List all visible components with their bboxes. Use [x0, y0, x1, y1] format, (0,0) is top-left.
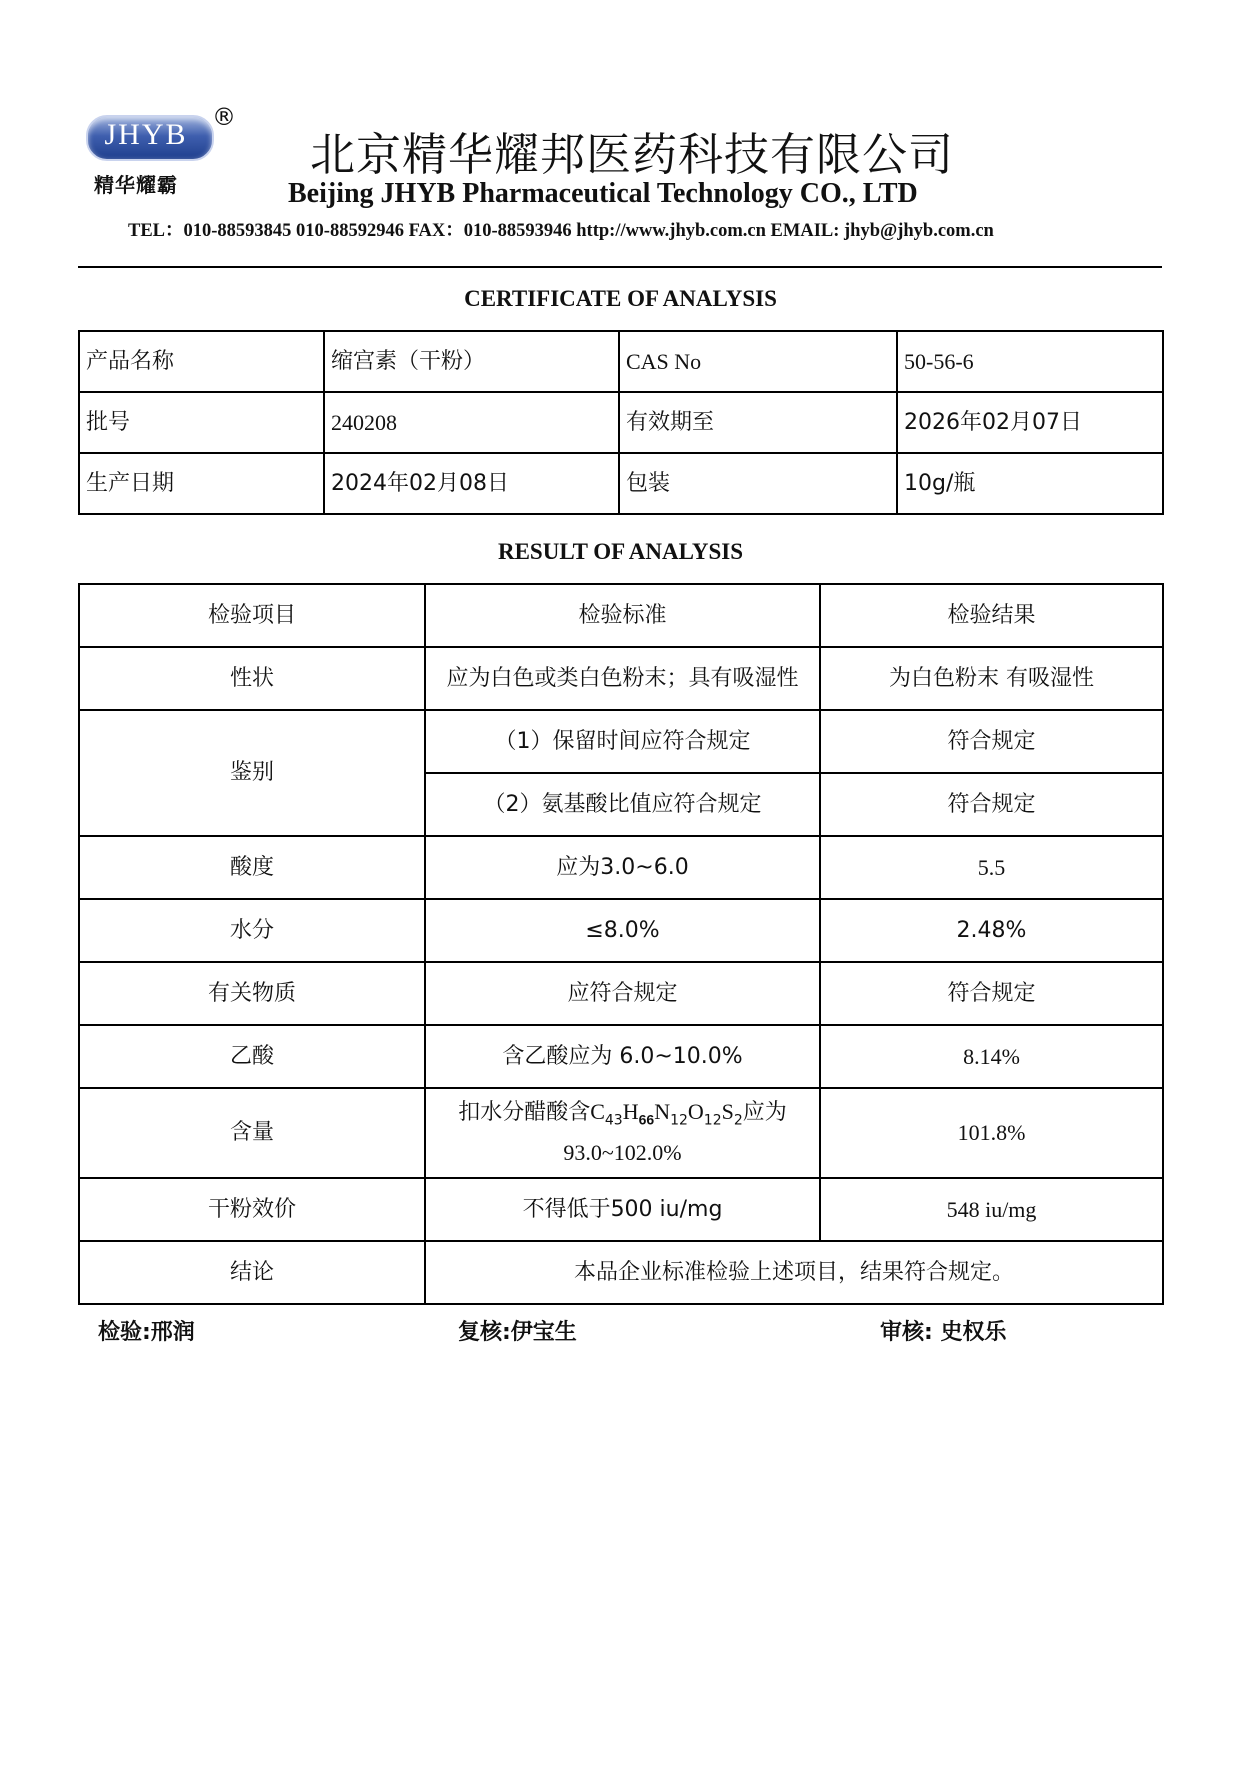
logo-subtitle: 精华耀霸 — [94, 173, 178, 197]
info-row-batch — [79, 392, 1163, 453]
related-standard: 应符合规定 — [425, 962, 820, 1025]
cas-value: 50-56-6 — [897, 331, 1163, 392]
reviewer-signature: 复核:伊宝生 — [458, 1320, 577, 1345]
contact-line: TEL：010-88593845 010-88592946 FAX：010-88593946 http://www.jhyb.com.cn EMAIL: jhyb@jhyb.com.cn — [128, 221, 994, 241]
identification-result-2: 符合规定 — [820, 773, 1163, 836]
certificate-title: CERTIFICATE OF ANALYSIS — [464, 286, 777, 311]
formula-o-count: 12 — [703, 1112, 722, 1129]
row-water — [79, 899, 1163, 962]
conclusion-text: 本品企业标准检验上述项目，结果符合规定。 — [425, 1241, 1163, 1304]
row-acetic-acid — [79, 1025, 1163, 1088]
acidity-standard: 应为3.0~6.0 — [425, 836, 820, 899]
expiry-label: 有效期至 — [619, 392, 897, 453]
formula-o: O — [687, 1099, 704, 1125]
info-row-product — [79, 331, 1163, 392]
logo-text: JHYB — [104, 118, 188, 151]
identification-item: 鉴别 — [79, 710, 425, 836]
package-value: 10g/瓶 — [897, 453, 1163, 514]
assay-standard-range: 93.0~102.0% — [563, 1139, 682, 1165]
potency-standard: 不得低于500 iu/mg — [425, 1178, 820, 1241]
product-value: 缩宫素（干粉） — [324, 331, 619, 392]
appearance-result: 为白色粉末 有吸湿性 — [820, 647, 1163, 710]
related-item: 有关物质 — [79, 962, 425, 1025]
water-result: 2.48% — [820, 899, 1163, 962]
acidity-result: 5.5 — [820, 836, 1163, 899]
row-identification-1 — [79, 710, 1163, 773]
company-logo — [82, 105, 242, 205]
registered-mark: ® — [212, 103, 236, 131]
company-name-cn: 北京精华耀邦医药科技有限公司 — [310, 128, 955, 181]
product-info-table — [78, 330, 1164, 515]
formula-s-count: 2 — [733, 1112, 743, 1129]
assay-standard-prefix: 扣水分醋酸含 — [458, 1100, 591, 1126]
header-standard: 检验标准 — [425, 584, 820, 647]
mfg-value: 2024年02月08日 — [324, 453, 619, 514]
identification-standard-1: （1）保留时间应符合规定 — [425, 710, 820, 773]
acidity-item: 酸度 — [79, 836, 425, 899]
product-label: 产品名称 — [79, 331, 324, 392]
company-name-en: Beijing JHYB Pharmaceutical Technology CO., LTD — [288, 178, 918, 209]
header-item: 检验项目 — [79, 584, 425, 647]
analysis-results-table — [78, 583, 1164, 1305]
appearance-item: 性状 — [79, 647, 425, 710]
potency-result: 548 iu/mg — [820, 1178, 1163, 1241]
batch-value: 240208 — [324, 392, 619, 453]
formula-s: S — [721, 1099, 734, 1125]
identification-result-1: 符合规定 — [820, 710, 1163, 773]
formula-c-count: 43 — [604, 1112, 623, 1129]
identification-standard-2: （2）氨基酸比值应符合规定 — [425, 773, 820, 836]
formula-n-count: 12 — [670, 1112, 688, 1129]
assay-standard-suffix: 应为 — [742, 1100, 787, 1126]
formula-n: N — [654, 1099, 671, 1125]
appearance-standard: 应为白色或类白色粉末；具有吸湿性 — [425, 647, 820, 710]
acetic-item: 乙酸 — [79, 1025, 425, 1088]
cas-label: CAS No — [619, 331, 897, 392]
water-standard: ≤8.0% — [425, 899, 820, 962]
expiry-value: 2026年02月07日 — [897, 392, 1163, 453]
conclusion-item: 结论 — [79, 1241, 425, 1304]
assay-standard — [425, 1088, 820, 1178]
row-related-substances — [79, 962, 1163, 1025]
batch-label: 批号 — [79, 392, 324, 453]
assay-result: 101.8% — [820, 1088, 1163, 1178]
row-potency — [79, 1178, 1163, 1241]
row-acidity — [79, 836, 1163, 899]
acetic-standard: 含乙酸应为 6.0~10.0% — [425, 1025, 820, 1088]
formula-c: C — [590, 1099, 605, 1125]
mfg-label: 生产日期 — [79, 453, 324, 514]
formula-h-count: 66 — [638, 1111, 655, 1128]
row-conclusion — [79, 1241, 1163, 1304]
row-assay — [79, 1088, 1163, 1178]
row-appearance — [79, 647, 1163, 710]
results-header-row — [79, 584, 1163, 647]
water-item: 水分 — [79, 899, 425, 962]
header-divider — [78, 266, 1162, 268]
result-title: RESULT OF ANALYSIS — [497, 539, 744, 564]
assay-item: 含量 — [79, 1088, 425, 1178]
info-row-production — [79, 453, 1163, 514]
inspector-signature: 检验:邢润 — [98, 1320, 195, 1345]
approver-signature: 审核: 史权乐 — [880, 1320, 1007, 1345]
formula-h: H — [622, 1099, 639, 1125]
related-result: 符合规定 — [820, 962, 1163, 1025]
header-result: 检验结果 — [820, 584, 1163, 647]
potency-item: 干粉效价 — [79, 1178, 425, 1241]
package-label: 包装 — [619, 453, 897, 514]
acetic-result: 8.14% — [820, 1025, 1163, 1088]
